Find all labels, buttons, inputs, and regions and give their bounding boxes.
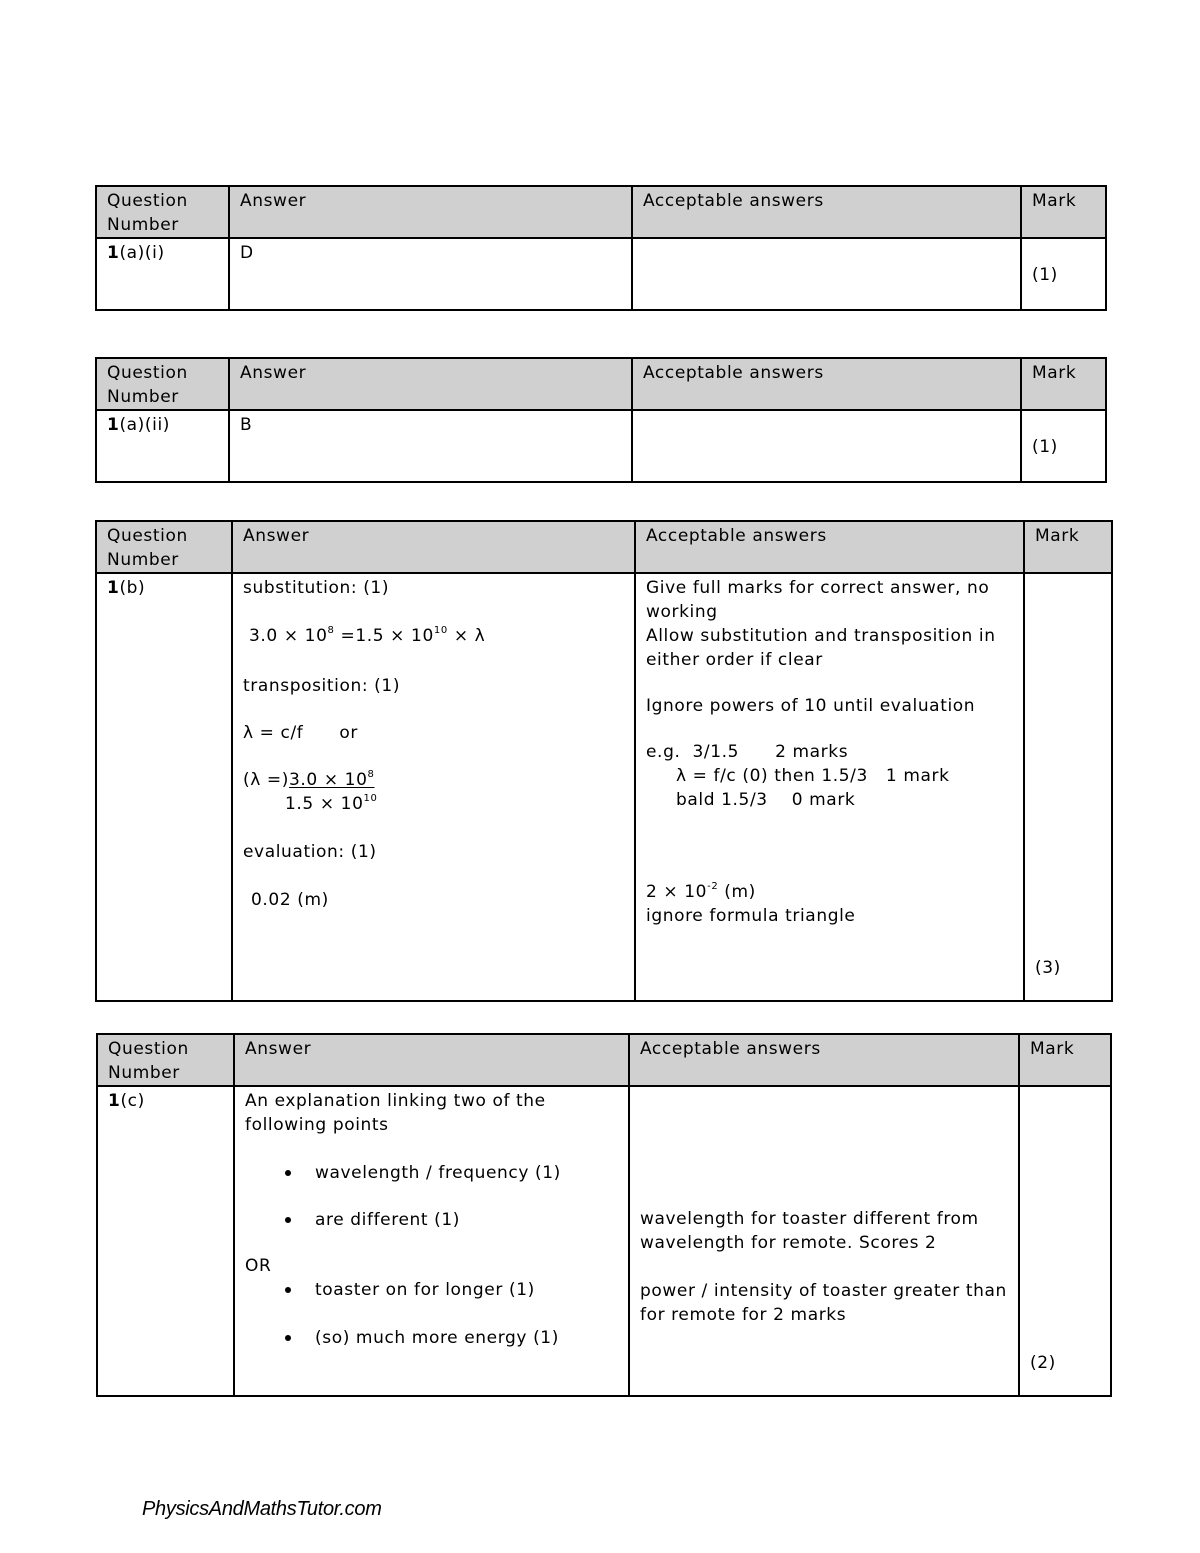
answer-header: Answer xyxy=(229,358,632,410)
acceptable-header: Acceptable answers xyxy=(629,1034,1019,1086)
answer-header: Answer xyxy=(229,186,632,238)
mark-cell: (1) xyxy=(1021,238,1106,310)
ignore-note: ignore formula triangle xyxy=(646,906,856,926)
answer-row xyxy=(97,1086,1111,1396)
answer-intro: An explanation linking two of the following points xyxy=(245,1091,546,1135)
point-list-3 xyxy=(245,1278,620,1302)
list-item: wavelength / frequency (1) xyxy=(245,1161,620,1185)
header-row xyxy=(96,521,1112,573)
example-line-2: λ = f/c (0) then 1.5/3 1 mark xyxy=(676,766,950,786)
example-line-1: e.g. 3/1.5 2 marks xyxy=(646,742,849,762)
mark-cell: (1) xyxy=(1021,410,1106,482)
acceptable-note-powers: Ignore powers of 10 until evaluation xyxy=(646,696,976,716)
acceptable-header: Acceptable answers xyxy=(635,521,1024,573)
mark-header: Mark xyxy=(1021,186,1106,238)
acceptable-cell xyxy=(629,1086,1019,1396)
transposition-equation: λ = c/f or xyxy=(243,723,358,743)
question-number: 1(a)(ii) xyxy=(96,410,229,482)
alternative-answer: $2 \times 10^{-2}$ (m) xyxy=(646,881,756,902)
mark-scheme-table-1b xyxy=(95,520,1113,1002)
mark-scheme-table-1aii xyxy=(95,357,1107,483)
point-list-2 xyxy=(245,1208,620,1232)
substitution-equation: $3.0 \times 10^8 =1.5 \times 10^{10} \times \lambda$ xyxy=(249,625,486,646)
answer-row xyxy=(96,410,1106,482)
or-separator: OR xyxy=(245,1256,272,1276)
mark-header: Mark xyxy=(1021,358,1106,410)
mark-scheme-table-1ai xyxy=(95,185,1107,311)
answer-row xyxy=(96,573,1112,1001)
answer-cell: B xyxy=(229,410,632,482)
point-list-1 xyxy=(245,1161,620,1185)
answer-cell xyxy=(234,1086,629,1396)
list-item: toaster on for longer (1) xyxy=(245,1278,620,1302)
substitution-label: substitution: (1) xyxy=(243,578,390,598)
mark-cell: (2) xyxy=(1019,1086,1111,1396)
answer-cell xyxy=(232,573,635,1001)
question-number-header: Question Number xyxy=(96,186,229,238)
acceptable-note-full-marks: Give full marks for correct answer, no working xyxy=(646,578,990,622)
answer-header: Answer xyxy=(232,521,635,573)
question-number-header: Question Number xyxy=(96,521,232,573)
mark-header: Mark xyxy=(1024,521,1112,573)
header-row xyxy=(97,1034,1111,1086)
answer-row xyxy=(96,238,1106,310)
final-answer: 0.02 (m) xyxy=(251,890,329,910)
acceptable-cell xyxy=(635,573,1024,1001)
question-number-header: Question Number xyxy=(97,1034,234,1086)
footer-site-name: PhysicsAndMathsTutor.com xyxy=(142,1498,382,1520)
answer-cell: D xyxy=(229,238,632,310)
question-number: 1(c) xyxy=(97,1086,234,1396)
answer-header: Answer xyxy=(234,1034,629,1086)
header-row xyxy=(96,186,1106,238)
question-number: 1(a)(i) xyxy=(96,238,229,310)
list-item: are different (1) xyxy=(245,1208,620,1232)
transposition-label: transposition: (1) xyxy=(243,676,401,696)
acceptable-note-order: Allow substitution and transposition in either order if clear xyxy=(646,626,996,670)
mark-scheme-table-1c xyxy=(96,1033,1112,1397)
acceptable-header: Acceptable answers xyxy=(632,358,1021,410)
acceptable-alt-wavelength: wavelength for toaster different from wavelength for remote. Scores 2 xyxy=(640,1209,979,1253)
acceptable-cell xyxy=(632,410,1021,482)
fraction-denominator-line: $1.5 \times 10^{10}$ xyxy=(285,793,378,814)
fraction-numerator-line: $(\lambda =)3.0 \times 10^8$ xyxy=(243,769,375,790)
acceptable-cell xyxy=(632,238,1021,310)
mark-header: Mark xyxy=(1019,1034,1111,1086)
question-number: 1(b) xyxy=(96,573,232,1001)
example-line-3: bald 1.5/3 0 mark xyxy=(676,790,856,810)
point-list-4 xyxy=(245,1326,620,1350)
header-row xyxy=(96,358,1106,410)
acceptable-header: Acceptable answers xyxy=(632,186,1021,238)
question-number-header: Question Number xyxy=(96,358,229,410)
acceptable-alt-power: power / intensity of toaster greater than for remote for 2 marks xyxy=(640,1281,1007,1325)
list-item: (so) much more energy (1) xyxy=(245,1326,620,1350)
evaluation-label: evaluation: (1) xyxy=(243,842,377,862)
mark-cell: (3) xyxy=(1024,573,1112,1001)
